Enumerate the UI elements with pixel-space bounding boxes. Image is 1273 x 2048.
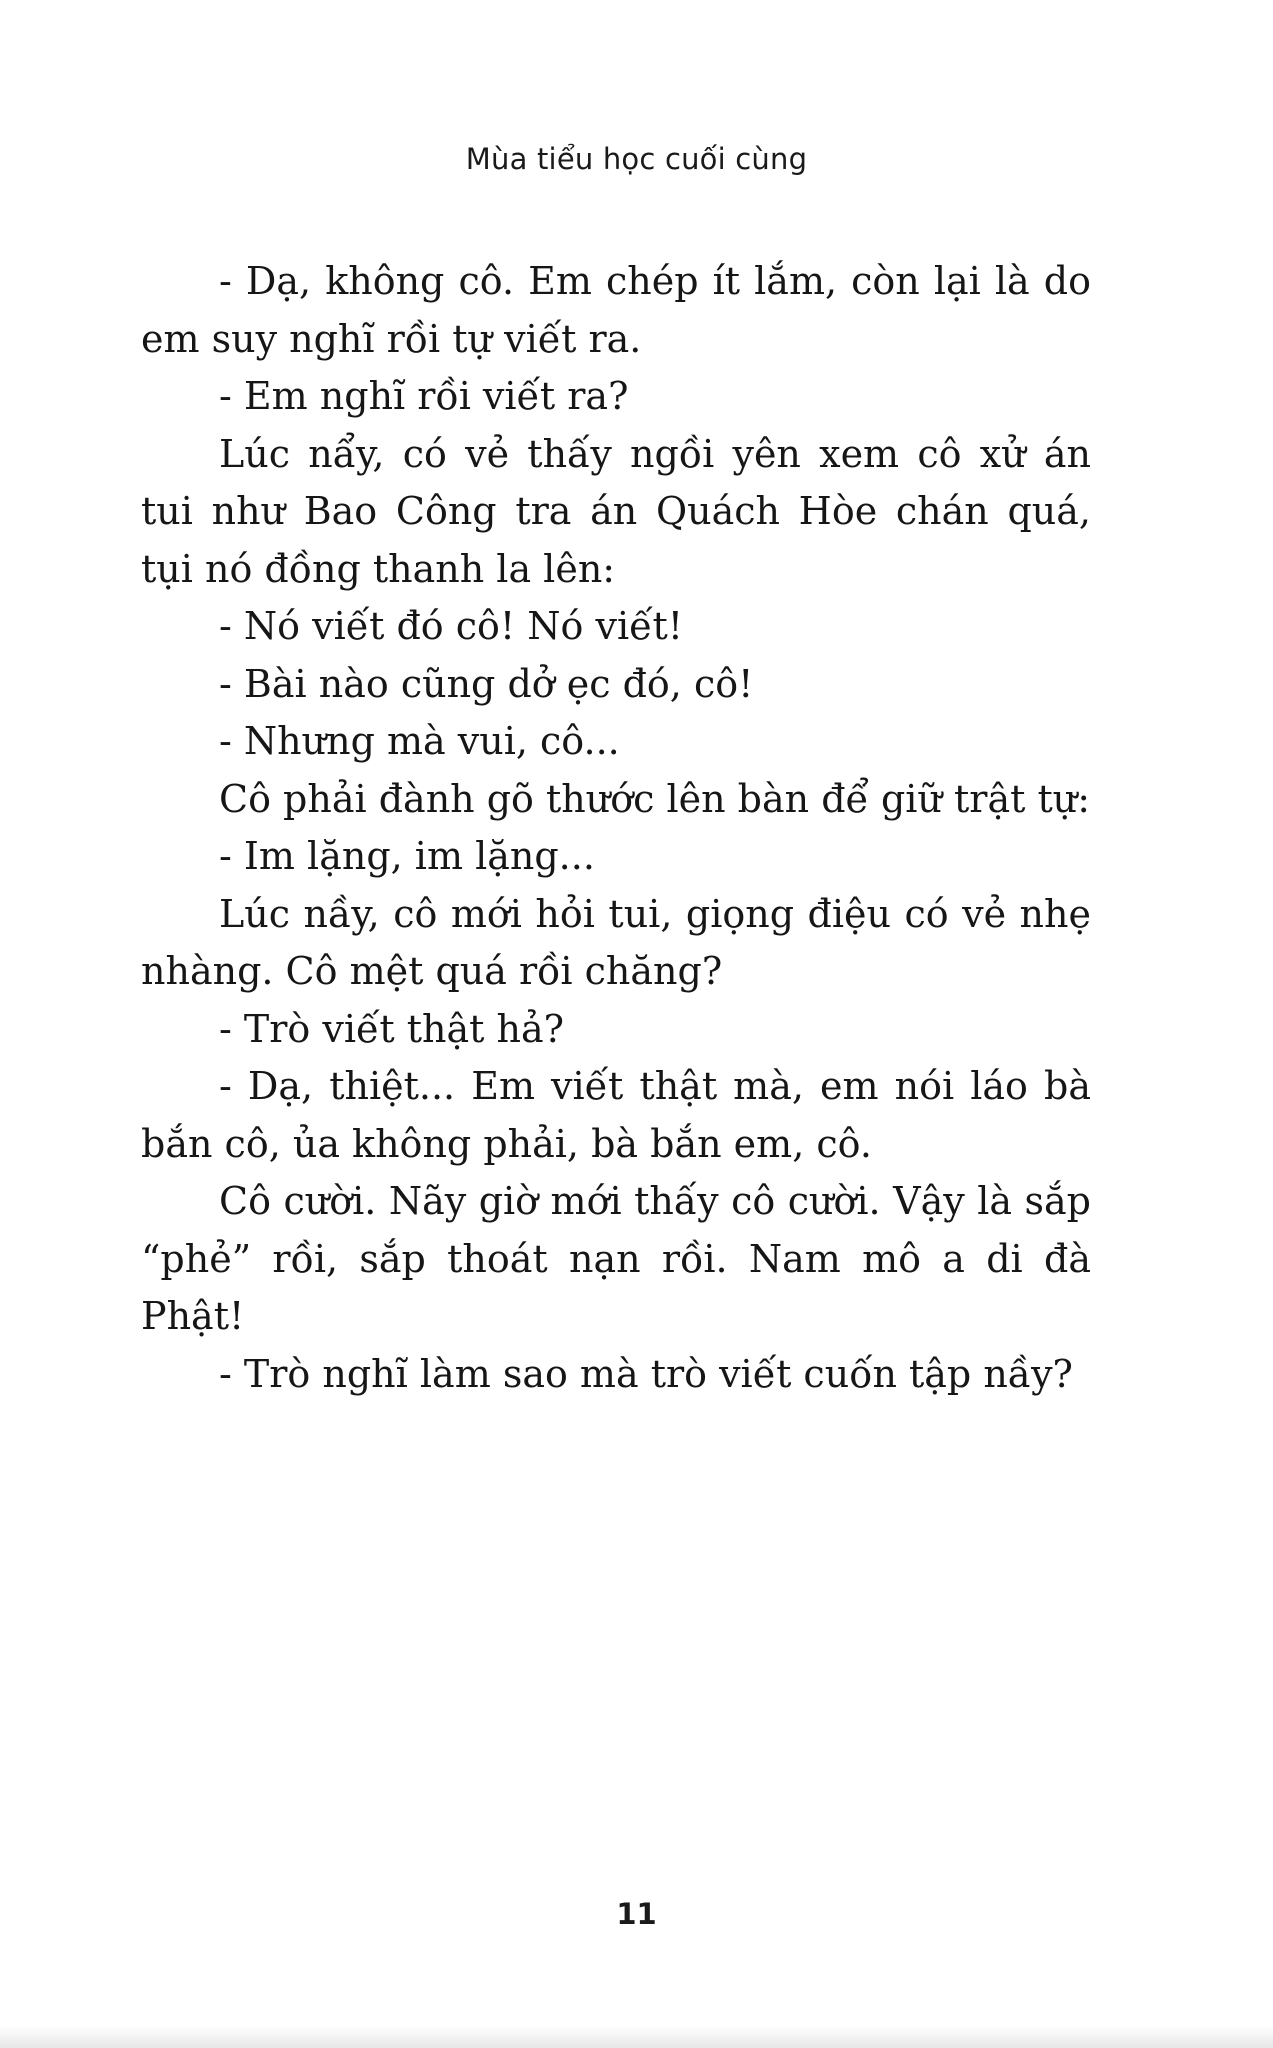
scan-edge-shadow — [0, 2026, 1273, 2048]
paragraph: - Dạ, không cô. Em chép ít lắm, còn lại là do em suy nghĩ rồi tự viết ra. — [141, 259, 1091, 361]
page-number: 11 — [616, 1897, 657, 1931]
paragraph: Cô cười. Nãy giờ mới thấy cô cười. Vậy là sắp “phẻ” rồi, sắp thoát nạn rồi. Nam mô a di đà Phật! — [141, 1179, 1091, 1338]
paragraph: Cô phải đành gõ thước lên bàn để giữ trật tự: — [219, 776, 1090, 821]
paragraph: - Trò nghĩ làm sao mà trò viết cuốn tập nầy? — [219, 1351, 1073, 1396]
paragraph: - Nó viết đó cô! Nó viết! — [219, 604, 684, 648]
paragraph: - Nhưng mà vui, cô... — [219, 719, 620, 763]
paragraph: - Trò viết thật hả? — [219, 1006, 564, 1051]
running-header: Mùa tiểu học cuối cùng — [465, 142, 808, 176]
paragraph: - Dạ, thiệt... Em viết thật mà, em nói láo bà bắn cô, ủa không phải, bà bắn em, cô. — [141, 1064, 1091, 1166]
paragraph: - Im lặng, im lặng... — [219, 834, 595, 878]
paragraph: - Bài nào cũng dở ẹc đó, cô! — [219, 661, 754, 706]
paragraph: - Em nghĩ rồi viết ra? — [219, 374, 629, 418]
body-text — [141, 253, 1091, 1403]
paragraph: Lúc nầy, cô mới hỏi tui, giọng điệu có vẻ nhẹ nhàng. Cô mệt quá rồi chăng? — [141, 891, 1091, 993]
paragraph: Lúc nẩy, có vẻ thấy ngồi yên xem cô xử án tui như Bao Công tra án Quách Hòe chán quá, tụi nó đồng thanh la lên: — [141, 431, 1091, 591]
